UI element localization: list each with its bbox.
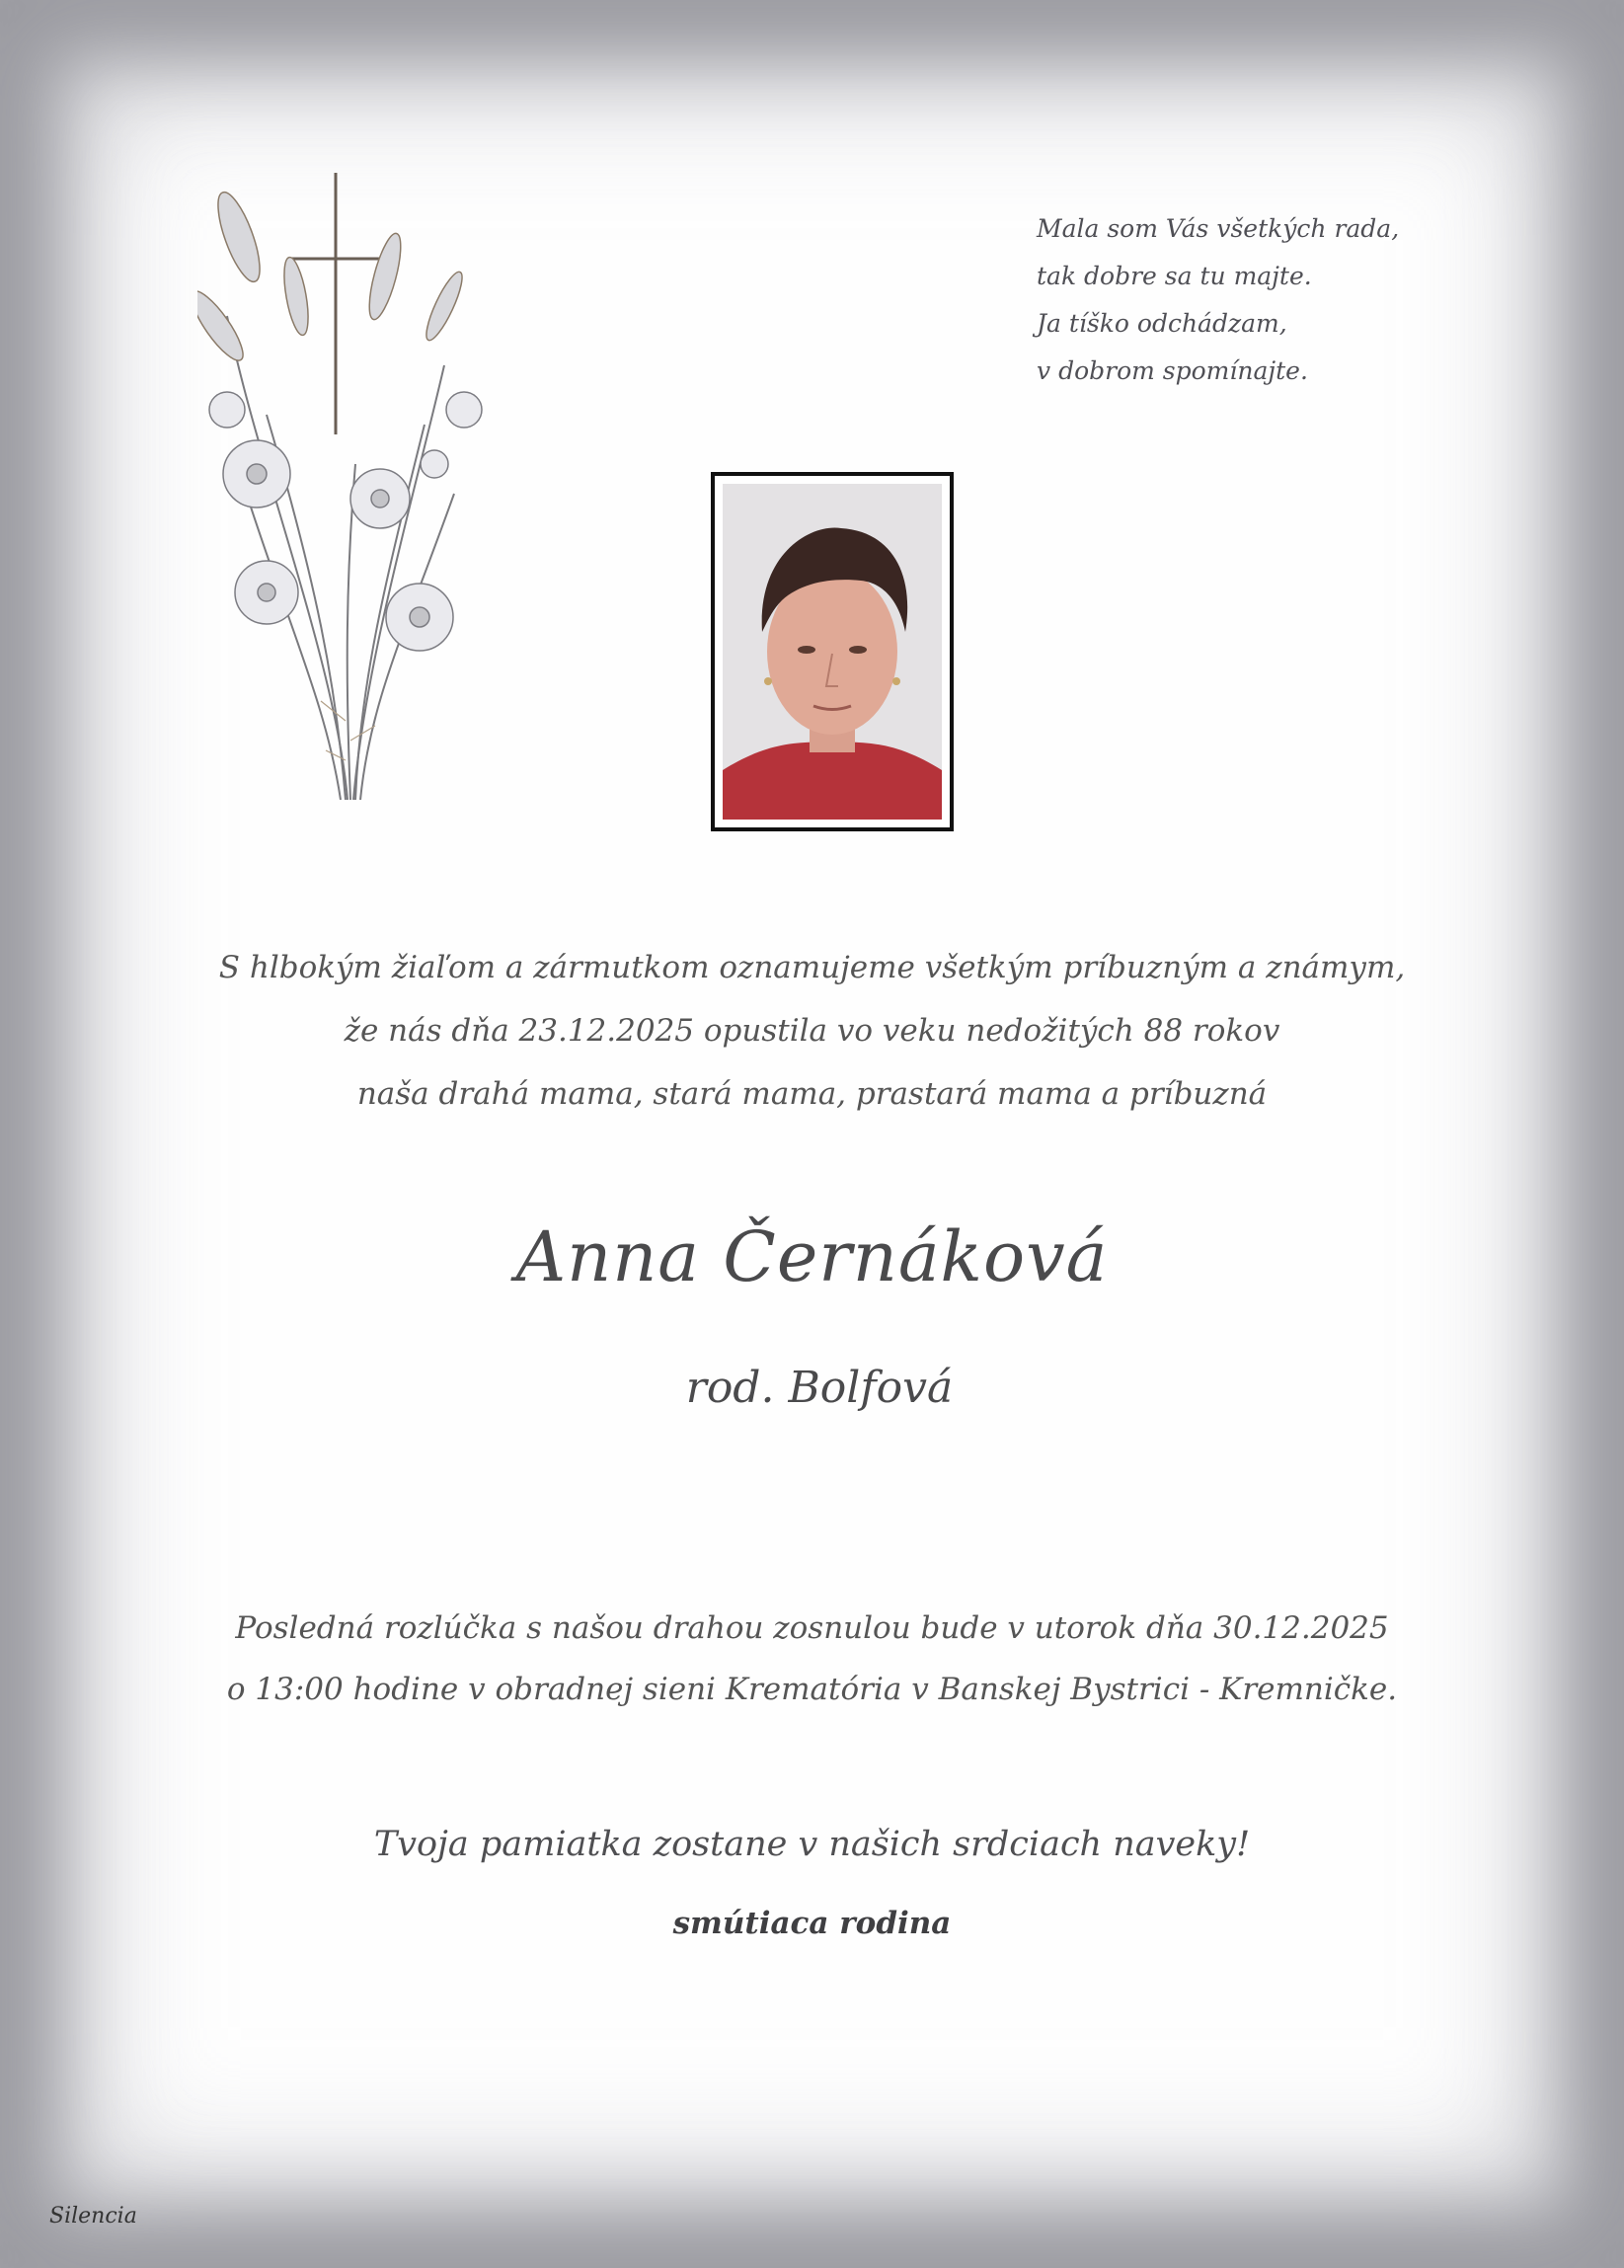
poem-line: Ja tíško odchádzam, <box>1037 309 1287 338</box>
portrait-photo <box>711 472 954 831</box>
announcement-line: že nás dňa 23.12.2025 opustila vo veku nedožitých 88 rokov <box>344 1013 1280 1049</box>
announcement-line: S hlbokým žiaľom a zármutkom oznamujeme všetkým príbuzným a známym, <box>218 950 1406 985</box>
poem-line: v dobrom spomínajte. <box>1037 356 1308 385</box>
deceased-name: Anna Černáková <box>515 1216 1109 1297</box>
funeral-line: o 13:00 hodine v obradnej sieni Krematória v Banskej Bystrici - Kremničke. <box>226 1672 1398 1707</box>
portrait-image <box>723 484 942 820</box>
signature: smútiaca rodina <box>672 1906 952 1941</box>
poem-line: Mala som Vás všetkých rada, <box>1037 214 1400 243</box>
funeral-details <box>0 1598 1624 1720</box>
memory-line: Tvoja pamiatka zostane v našich srdciach naveky! <box>373 1825 1251 1864</box>
brand-label: Silencia <box>49 2204 137 2229</box>
maiden-name: rod. Bolfová <box>685 1363 954 1413</box>
funeral-line: Posledná rozlúčka s našou drahou zosnulou bude v utorok dňa 30.12.2025 <box>235 1610 1389 1646</box>
announcement-line: naša drahá mama, stará mama, prastará mama a príbuzná <box>356 1076 1268 1112</box>
cross-flowers-icon <box>197 168 513 820</box>
poem <box>1037 205 1399 395</box>
announcement-text <box>0 936 1624 1126</box>
poem-line: tak dobre sa tu majte. <box>1037 262 1312 290</box>
